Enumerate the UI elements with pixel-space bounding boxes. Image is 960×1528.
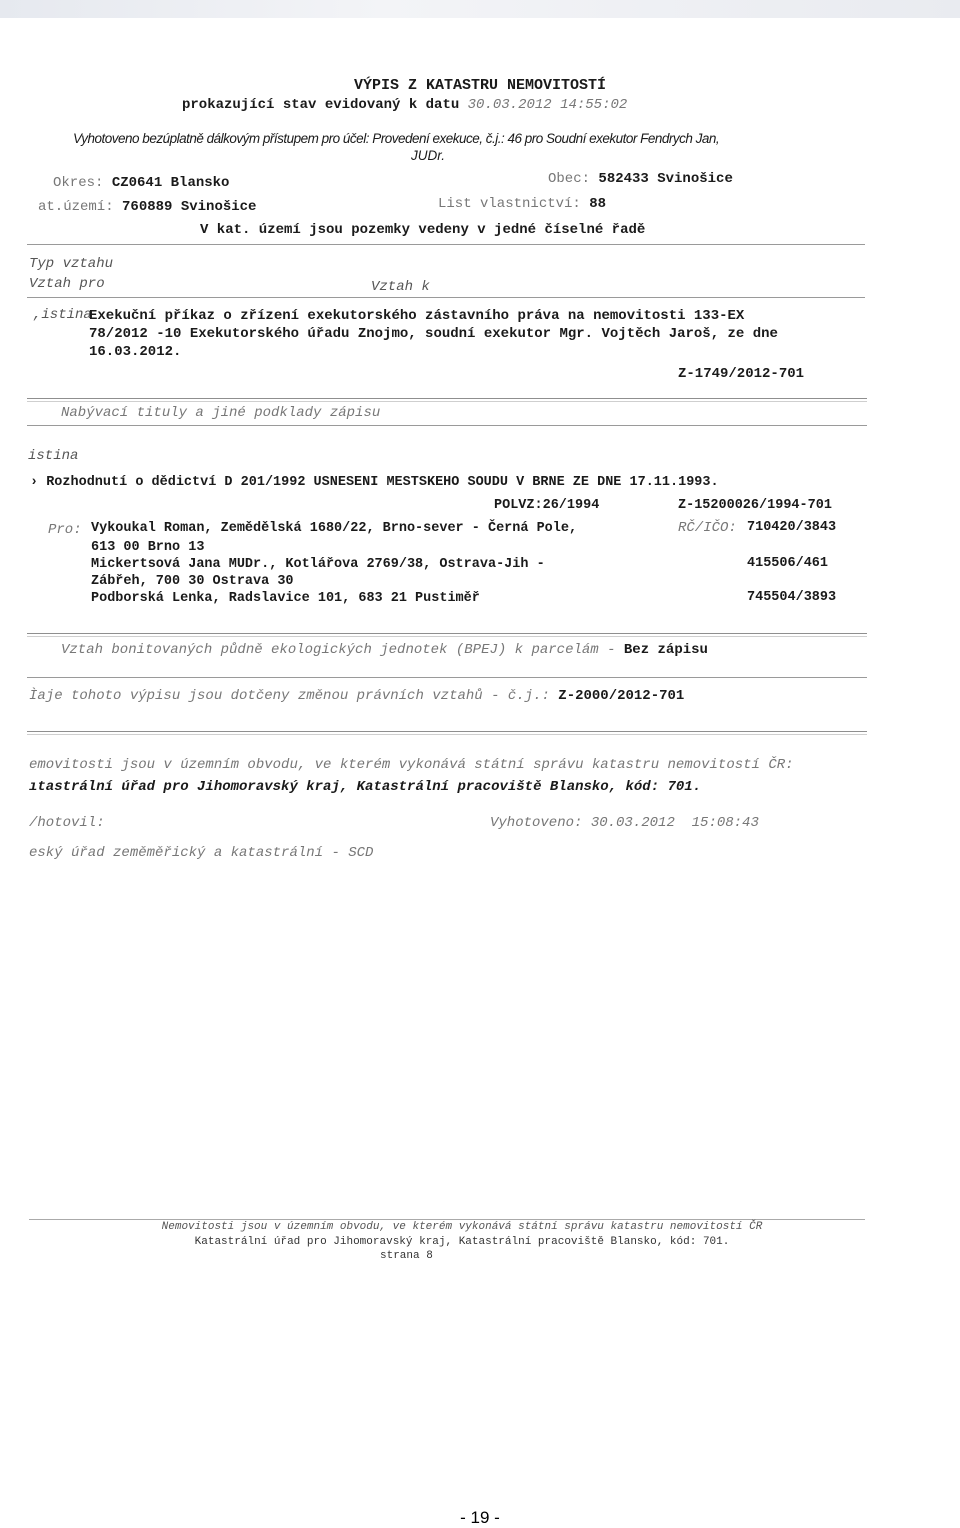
person-2-id: 415506/461 — [747, 556, 829, 571]
office-name: eský úřad zeměměřický a katastrální - SCD — [29, 845, 374, 861]
person-3-line1: Podborská Lenka, Radslavice 101, 683 21 Pustiměř — [91, 591, 480, 606]
polvz-reference: Z-15200026/1994-701 — [678, 498, 832, 513]
bpej-row — [61, 642, 708, 658]
divider — [27, 398, 867, 402]
section-heading-nabyvaci: Nabývací tituly a jiné podklady zápisu — [61, 405, 381, 421]
obec-label: Obec: — [548, 171, 591, 187]
lv-row — [438, 196, 606, 212]
pro-label: Pro: — [48, 522, 82, 538]
person-3-id: 745504/3893 — [747, 590, 837, 605]
access-note-line2: JUDr. — [411, 148, 445, 163]
person-2-line2: Zábřeh, 700 30 Ostrava 30 — [91, 574, 294, 589]
office-line1: emovitosti jsou v územním obvodu, ve kterém vykonává státní správu katastru nemovitostí ČR: — [29, 757, 794, 773]
ku-label: at.území: — [38, 199, 114, 215]
vyhotoveno-label: Vyhotoveno: — [490, 815, 583, 831]
rc-ico-label: RČ/IČO: — [678, 520, 737, 536]
footer-page-label: strana 8 — [380, 1250, 433, 1262]
footer-line2: Katastrální úřad pro Jihomoravský kraj, Katastrální pracoviště Blansko, kód: 701. — [194, 1236, 730, 1248]
vyhotoveno-row — [490, 815, 759, 831]
bpej-label: Vztah bonitovaných půdně ekologických jednotek (BPEJ) k parcelám - — [61, 642, 616, 658]
ku-value: 760889 Svinošice — [122, 199, 257, 215]
ku-note: V kat. území jsou pozemky vedeny v jedné číselné řadě — [200, 222, 646, 238]
lv-value: 88 — [589, 196, 607, 212]
document-subtitle — [182, 97, 627, 113]
entry-reference: Z-1749/2012-701 — [678, 366, 805, 382]
column-vztah-pro: Vztah pro — [29, 276, 105, 292]
change-label: Ìaje tohoto výpisu jsou dotčeny změnou právních vztahů - č.j.: — [29, 688, 550, 704]
divider — [27, 731, 867, 735]
okres-row — [53, 175, 229, 191]
entry-line1: Exekuční příkaz o zřízení exekutorského zástavního práva na nemovitosti 133-EX — [89, 308, 745, 324]
okres-label: Okres: — [53, 175, 104, 191]
decision-line: › Rozhodnutí o dědictví D 201/1992 USNESENI MESTSKEHO SOUDU V BRNE ZE DNE 17.11.1993. — [30, 475, 719, 490]
lv-label: List vlastnictví: — [438, 196, 581, 212]
entry-line3: 16.03.2012. — [89, 344, 182, 360]
person-1-line1: Vykoukal Roman, Zemědělská 1680/22, Brno-sever - Černá Pole, — [91, 521, 578, 536]
scan-top-band — [0, 0, 960, 18]
office-line2: ıtastrální úřad pro Jihomoravský kraj, Katastrální pracoviště Blansko, kód: 701. — [29, 779, 702, 795]
entry-line2: 78/2012 -10 Exekutorského úřadu Znojmo, soudní exekutor Mgr. Vojtěch Jaroš, ze dne — [89, 326, 778, 342]
divider — [27, 297, 865, 298]
access-note-line1: Vyhotoveno bezúplatně dálkovým přístupem pro účel: Provedení exekuce, č.j.: 46 pro Soudní exekutor Fendrych Jan, — [73, 131, 720, 146]
okres-value: CZ0641 Blansko — [111, 175, 230, 191]
divider — [27, 677, 867, 678]
person-1-line2: 613 00 Brno 13 — [91, 540, 205, 555]
subtitle-label: prokazující stav evidovaný k datu — [182, 97, 460, 113]
divider — [27, 633, 867, 637]
divider — [27, 425, 867, 426]
person-1-id: 710420/3843 — [747, 520, 837, 535]
person-2-line1: Mickertsová Jana MUDr., Kotlářova 2769/38, Ostrava-Jih - — [91, 557, 545, 572]
bpej-value: Bez zápisu — [623, 642, 708, 658]
nabyvaci-type-label: istina — [28, 448, 79, 464]
document-title: VÝPIS Z KATASTRU NEMOVITOSTÍ — [353, 77, 607, 94]
vyhotoveno-value: 30.03.2012 15:08:43 — [590, 815, 759, 831]
column-vztah-k: Vztah k — [371, 279, 430, 295]
subtitle-date: 30.03.2012 14:55:02 — [467, 97, 628, 113]
footer-divider — [29, 1219, 865, 1220]
change-value: Z-2000/2012-701 — [558, 688, 685, 704]
ku-row — [38, 199, 256, 215]
divider — [27, 244, 865, 245]
obec-row — [548, 171, 733, 187]
footer-line1: Nemovitosti jsou v územním obvodu, ve kterém vykonává státní správu katastru nemovitostí ČR — [161, 1221, 763, 1233]
column-typ-vztahu: Typ vztahu — [29, 256, 114, 272]
change-row — [29, 688, 684, 704]
entry-type-label: ,istina — [33, 307, 92, 323]
vyhotovil-label: /hotovil: — [29, 815, 105, 831]
polvz-number: POLVZ:26/1994 — [494, 498, 600, 513]
page-number: - 19 - — [460, 1508, 500, 1527]
obec-value: 582433 Svinošice — [598, 171, 733, 187]
